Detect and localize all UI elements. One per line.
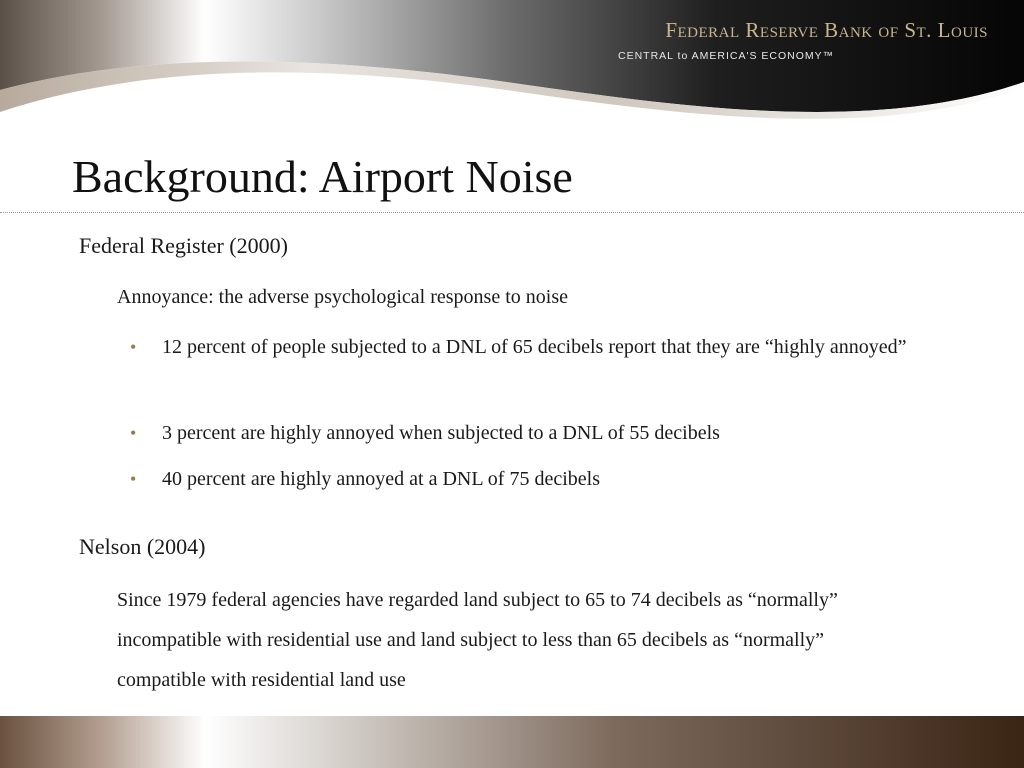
brand-tagline: CENTRAL to AMERICA'S ECONOMY™ <box>618 50 835 62</box>
section-heading-federal-register: Federal Register (2000) <box>79 233 288 258</box>
bullet-text: 12 percent of people subjected to a DNL of 65 decibels report that they are “highly annoyed” <box>162 336 907 358</box>
bullet-icon: • <box>130 337 137 357</box>
bullet-text: 40 percent are highly annoyed at a DNL of 75 decibels <box>162 468 600 490</box>
footer-bar <box>0 716 1024 768</box>
bullet-text: 3 percent are highly annoyed when subjected to a DNL of 55 decibels <box>162 422 720 444</box>
section-heading-nelson: Nelson (2004) <box>79 534 206 559</box>
bullet-icon: • <box>130 423 137 443</box>
bullet-icon: • <box>130 469 137 489</box>
brand-logo-title: Federal Reserve Bank of St. Louis <box>665 18 988 42</box>
nelson-paragraph: Since 1979 federal agencies have regarded land subject to 65 to 74 decibels as “normally” incompatible with residential use and land subject to less than 65 decibels as “normally” compatible with residential land use <box>117 589 838 691</box>
slide-title: Background: Airport Noise <box>72 151 573 202</box>
title-divider <box>0 212 1024 213</box>
annoyance-definition: Annoyance: the adverse psychological response to noise <box>117 286 568 308</box>
